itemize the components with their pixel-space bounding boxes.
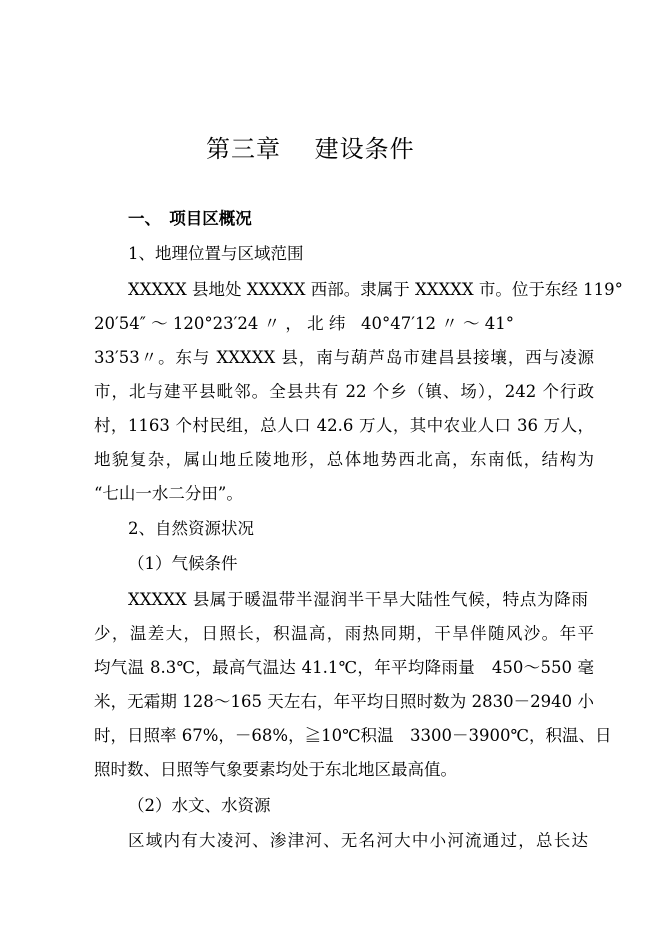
paragraph-line: 20′54″～120°23′24〃，北纬 40°47′12〃～41° — [94, 314, 514, 333]
paragraph-line: XXXXX 县属于暖温带半湿润半干旱大陆性气候，特点为降雨 — [128, 590, 588, 609]
subsection-title-resources: 2、自然资源状况 — [128, 519, 254, 538]
paragraph-line: 地貌复杂，属山地丘陵地形，总体地势西北高，东南低，结构为 — [94, 450, 594, 469]
subsection-title-climate: （1）气候条件 — [128, 554, 238, 573]
section-heading: 一、 项目区概况 — [128, 209, 252, 228]
paragraph-line: XXXXX 县地处 XXXXX 西部。隶属于 XXXXX 市。位于东经 119° — [128, 280, 623, 299]
paragraph-line: 少，温差大，日照长，积温高，雨热同期，干旱伴随风沙。年平 — [94, 624, 594, 643]
paragraph-line: 村，1163 个村民组，总人口 42.6 万人，其中农业人口 36 万人， — [94, 416, 594, 435]
chapter-title: 第三章 建设条件 — [206, 135, 415, 163]
paragraph-line: 33′53〃。东与 XXXXX 县，南与葫芦岛市建昌县接壤，西与凌源 — [94, 348, 594, 367]
subsection-title-water: （2）水文、水资源 — [128, 796, 271, 815]
paragraph-line: 时，日照率 67%，－68%，≧10℃积温 3300－3900℃，积温、日 — [94, 726, 612, 745]
paragraph-line: 市，北与建平县毗邻。全县共有 22 个乡（镇、场），242 个行政 — [94, 382, 594, 401]
paragraph-line: 均气温 8.3℃，最高气温达 41.1℃，年平均降雨量 450～550 毫 — [94, 658, 594, 677]
paragraph-line: “七山一水二分田”。 — [94, 484, 243, 503]
paragraph-line: 照时数、日照等气象要素均处于东北地区最高值。 — [94, 760, 457, 779]
paragraph-line: 区域内有大凌河、渗津河、无名河大中小河流通过，总长达 — [128, 831, 588, 850]
paragraph-line: 米，无霜期 128～165 天左右，年平均日照时数为 2830－2940 小 — [94, 692, 594, 711]
subsection-title-location: 1、地理位置与区域范围 — [128, 244, 304, 263]
